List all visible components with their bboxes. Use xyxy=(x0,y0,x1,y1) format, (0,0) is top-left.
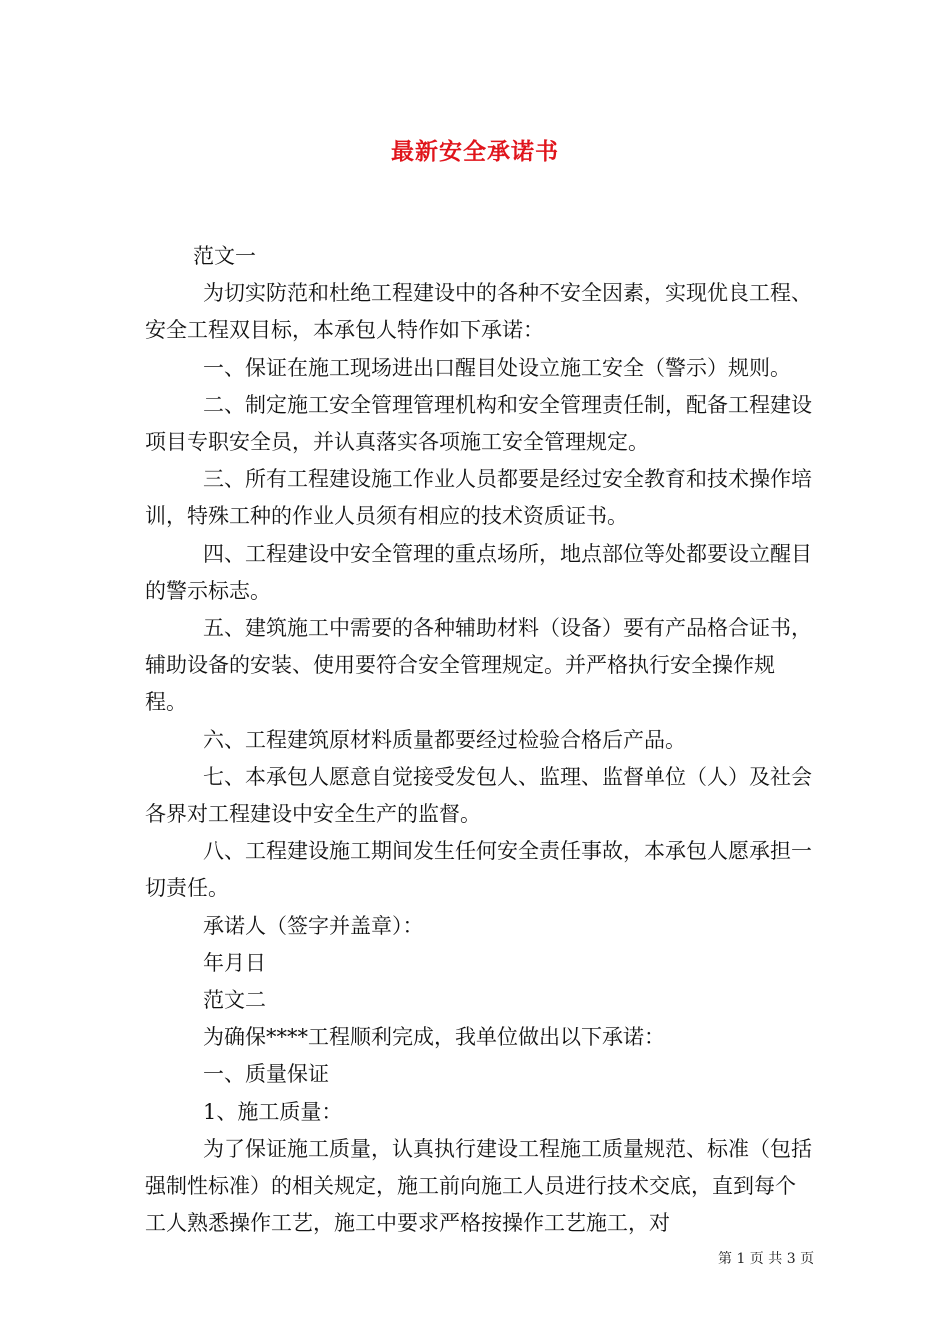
page-footer: 第 1 页 共 3 页 xyxy=(718,1251,815,1267)
paragraph: 为了保证施工质量，认真执行建设工程施工质量规范、标准（包括强制性标准）的相关规定，施工前向施工人员进行技术交底，直到每个工人熟悉操作工艺，施工中要求严格按操作工艺施工，对 xyxy=(145,1136,812,1236)
paragraph: 为确保****工程顺利完成，我单位做出以下承诺： xyxy=(203,1025,665,1050)
paragraph: 范文一 xyxy=(193,244,256,268)
paragraph: 三、所有工程建设施工作业人员都要是经过安全教育和技术操作培训，特殊工种的作业人员须有相应的技术资质证书。 xyxy=(145,467,812,529)
paragraph: 四、工程建设中安全管理的重点场所，地点部位等处都要设立醒目的警示标志。 xyxy=(145,541,812,603)
document-title: 最新安全承诺书 xyxy=(391,138,559,165)
paragraph: 一、保证在施工现场进出口醒目处设立施工安全（警示）规则。 xyxy=(203,355,791,380)
paragraph: 一、质量保证 xyxy=(203,1062,329,1087)
paragraph: 范文二 xyxy=(203,988,266,1013)
paragraph: 二、制定施工安全管理管理机构和安全管理责任制，配备工程建设项目专职安全员，并认真落实各项施工安全管理规定。 xyxy=(145,392,812,455)
paragraph: 为切实防范和杜绝工程建设中的各种不安全因素，实现优良工程、安全工程双目标，本承包人特作如下承诺： xyxy=(145,281,812,343)
paragraph: 1、施工质量： xyxy=(203,1099,343,1124)
document-body xyxy=(145,238,815,1242)
paragraph: 七、本承包人愿意自觉接受发包人、监理、监督单位（人）及社会各界对工程建设中安全生产的监督。 xyxy=(145,764,812,827)
paragraph: 年月日 xyxy=(203,950,266,975)
paragraph: 承诺人（签字并盖章）： xyxy=(203,913,424,938)
paragraph: 五、建筑施工中需要的各种辅助材料（设备）要有产品格合证书，辅助设备的安装、使用要符合安全管理规定。并严格执行安全操作规程。 xyxy=(145,616,812,715)
paragraph: 六、工程建筑原材料质量都要经过检验合格后产品。 xyxy=(203,727,686,752)
paragraph: 八、工程建设施工期间发生任何安全责任事故，本承包人愿承担一切责任。 xyxy=(145,839,812,901)
